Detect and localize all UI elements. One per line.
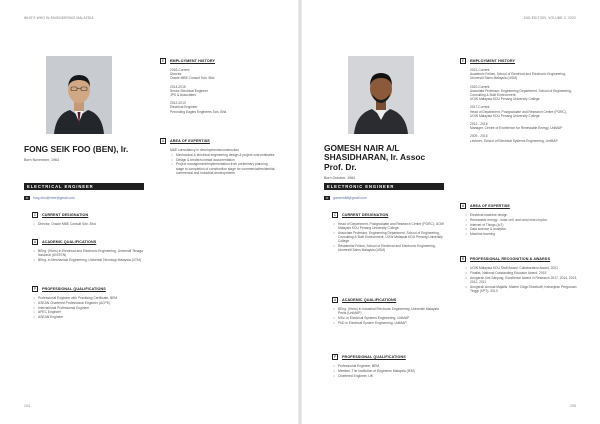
professional-section xyxy=(32,285,144,319)
history-entry: 2016-Current Director Oracle MBE Consult Sdn. Bhd. xyxy=(170,68,216,81)
profile-photo xyxy=(46,56,112,134)
award-icon: R xyxy=(461,256,465,261)
list-item: • Internet of Things (IoT) xyxy=(464,223,578,227)
list-item: • Professional Engineer with Practising Certificate, BEM xyxy=(32,296,144,300)
running-head: 2ND EDITION, VOLUME 2, 2022 xyxy=(523,16,576,20)
academic-section xyxy=(32,238,144,262)
section-title: PROFESSIONAL QUALIFICATIONS xyxy=(42,286,106,291)
right-page xyxy=(300,0,600,424)
list-item: • ASEAN Engineer xyxy=(32,315,144,319)
list-item: • Anugerah Annual Majallis, Malem Cikgu Eksekutif, Kebanjiran Perguruan Tinggi (KPT), 2013 xyxy=(464,285,578,293)
list-item: • Anugerah Ilmi Sanjung, Excellence Award in Research 2017, 2014, 2013, 2012, 2011 xyxy=(464,276,578,284)
list-item: • Project management/implementation from preliminary planning stage to completion of construction stage for commercial/residential, commercial and industrial developments xyxy=(170,162,276,175)
expertise-icon: A xyxy=(461,203,465,208)
section-title: PROFESSIONAL RECOGNITION & AWARDS xyxy=(470,256,551,261)
list-item: • Member, The Institution of Engineers Malaysia (IEM) xyxy=(332,369,444,373)
portrait-image xyxy=(46,56,112,134)
academic-section xyxy=(332,296,444,325)
history-entry: 2020-Current Associate Professor, Engineering Department, School of Engineering, Consulting & Built Environment, UOW Malaysia KDU Penang University College xyxy=(470,84,572,102)
book-gutter xyxy=(298,0,302,424)
section-title: AREA OF EXPERTISE xyxy=(470,203,510,208)
section-title: PROFESSIONAL QUALIFICATIONS xyxy=(342,354,406,359)
current-designation-section xyxy=(32,211,144,226)
section-title: CURRENT DESIGNATION xyxy=(42,212,89,217)
academic-icon: A xyxy=(333,297,337,302)
current-designation-section xyxy=(332,211,444,253)
list-item: • International Professional Engineer xyxy=(32,306,144,310)
professional-icon: P xyxy=(333,354,337,359)
history-entry: 2021-Current Academic Fellow, School of Electrical and Electronic Engineering, Universiti Sains Malaysia (USM) xyxy=(470,68,566,81)
history-entry: 2012 - 2016 Manager, Centre of Excellence for Renewable Energy, UniMAP xyxy=(470,122,563,131)
employment-icon: E xyxy=(161,58,165,63)
list-item: • Professional Engineer, BEM xyxy=(332,364,444,368)
list-item: • Head of Department, Postgraduate and Research Centre (PGRC), UOW Malaysia KDU Penang University College xyxy=(332,222,444,230)
history-entry: 2014-2015 Senior Electrical Engineer JPK & Associates xyxy=(170,84,208,98)
history-entry: 2017-Current Head of Department, Postgraduate and Research Centre (PGRC), UOW Malaysia KDU Penang University College xyxy=(470,105,567,118)
list-item: • APEC Engineer xyxy=(32,310,144,314)
section-title: AREA OF EXPERTISE xyxy=(170,138,210,143)
name-line: GOMESH NAIR A/L xyxy=(324,143,400,153)
name-line: FONG SEIK FOO (BEN), Ir. xyxy=(24,144,129,154)
list-item: • Director, Oracle MBE Consult Sdn. Bhd. xyxy=(32,222,144,226)
list-item: • Finalist, National Outstanding Educator Award, 2019 xyxy=(464,271,578,275)
list-item: • BEng. in Mechanical Engineering, Universiti Teknologi Malaysia (UTM) xyxy=(32,258,144,262)
list-item: • Residential Fellow, School of Electrical and Electronic Engineering, Universiti Sains Malaysia (USM) xyxy=(332,244,444,252)
section-title: ACADEMIC QUALIFICATIONS xyxy=(342,297,397,302)
email-icon: ✉ xyxy=(25,196,29,200)
list-item: • UOW Malaysia KDU Staff Award: Collaboration Award, 2021 xyxy=(464,266,578,270)
list-item: • Associate Professor, Engineering Department, School of Engineering, Consulting & Built Environment, UOW Malaysia KDU Penang University College xyxy=(332,231,444,244)
email-link[interactable]: gomesh88@gmail.com xyxy=(333,196,367,200)
list-item: • Mechanical & electrical engineering design & project cost estimates xyxy=(170,153,276,157)
running-head: WHO'S WHO IN ENGINEERING MALAYSIA xyxy=(24,16,94,20)
email-row xyxy=(24,196,75,200)
list-item: • Machine learning xyxy=(464,232,578,236)
employment-icon: E xyxy=(461,58,465,63)
section-title: EMPLOYMENT HISTORY xyxy=(170,58,216,63)
section-title: ACADEMIC QUALIFICATIONS xyxy=(42,239,97,244)
profile-photo xyxy=(348,56,414,134)
expertise-intro: M&E consultancy in developments/construction xyxy=(170,148,240,152)
list-item: • Data science & analytics xyxy=(464,227,578,231)
profession-bar: ELECTRICAL ENGINEER xyxy=(24,183,144,190)
birth-date: Born November, 1964 xyxy=(24,158,59,162)
employment-section xyxy=(460,57,578,143)
list-item: • PhD in Electrical System Engineering, UniMAP xyxy=(332,321,444,325)
list-item: • Electrical machine design xyxy=(464,213,578,217)
expertise-section xyxy=(160,137,276,175)
profession-bar: ELECTRONIC ENGINEER xyxy=(324,183,444,190)
history-entry: 2009 - 2016 Lecturer, School of Electrical Systems Engineering, UniMAP xyxy=(470,134,558,143)
academic-icon: A xyxy=(33,239,37,244)
designation-icon: C xyxy=(33,212,37,217)
list-item: • BEng. (Hons) in Industrial Electronic Engineering, Universiti Malaysia Perlis (UniMAP) xyxy=(332,307,444,315)
profile-name xyxy=(24,145,144,154)
designation-icon: C xyxy=(333,212,337,217)
list-item: • Chartered Engineer, UK xyxy=(332,374,444,378)
portrait-image xyxy=(348,56,414,134)
list-item: • Design & tender/contract documentation xyxy=(170,158,276,162)
name-line: SHASIDHARAN, Ir. Assoc xyxy=(324,152,426,163)
list-item: • ASEAN Chartered Professional Engineer (ACPE) xyxy=(32,301,144,305)
employment-section xyxy=(160,57,276,114)
recognition-section xyxy=(460,255,578,293)
email-link[interactable]: fong.sfoo@mbe@gmail.com xyxy=(33,196,75,200)
list-item: • MSc. in Electrical Systems Engineering, UniMAP xyxy=(332,316,444,320)
list-item: • BEng. (Hons) in Electrical and Electronic Engineering, Universiti Tenaga Nasional (UNITEN) xyxy=(32,249,144,257)
profile-name xyxy=(324,144,444,172)
list-item: • Renewable energy - solar cell, and wind micro-hydro xyxy=(464,218,578,222)
name-line: Prof. Dr. xyxy=(324,161,357,172)
expertise-section xyxy=(460,202,578,236)
page-number: 204 xyxy=(24,404,30,408)
section-title: EMPLOYMENT HISTORY xyxy=(470,58,516,63)
email-row xyxy=(324,196,367,200)
page-number: 205 xyxy=(570,404,576,408)
professional-icon: P xyxy=(33,286,37,291)
professional-section xyxy=(332,353,444,378)
history-entry: 2012-2013 Electrical Engineer Perunding Eagles Engineers Sdn. Bhd. xyxy=(170,101,228,114)
email-icon: ✉ xyxy=(325,196,329,200)
expertise-icon: A xyxy=(161,138,165,143)
section-title: CURRENT DESIGNATION xyxy=(342,212,389,217)
birth-date: Born October, 1984 xyxy=(324,176,356,180)
